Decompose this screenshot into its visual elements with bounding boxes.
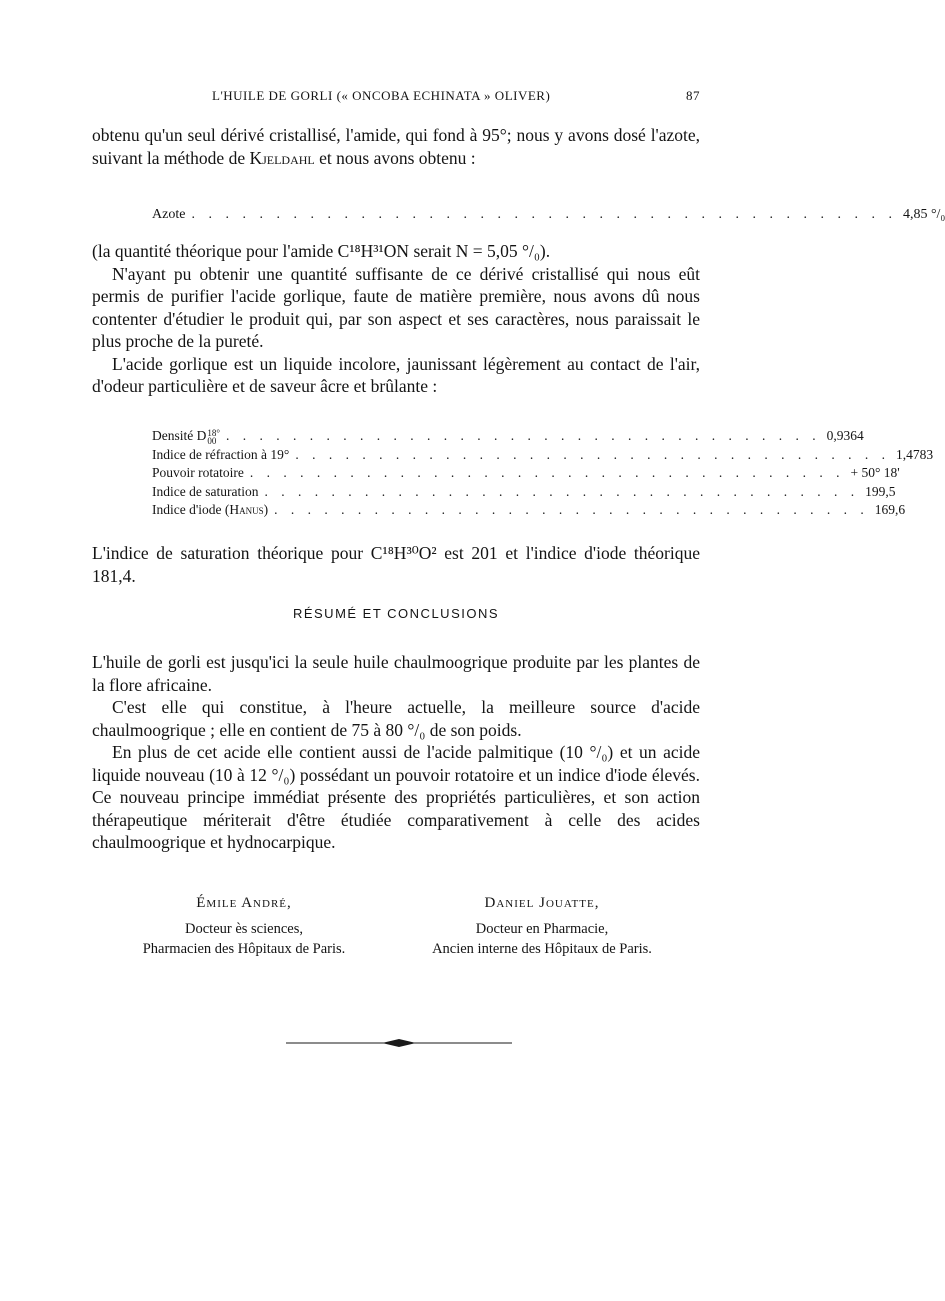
- refraction-label: Indice de réfraction à 19°: [152, 446, 290, 462]
- density-sup: 18°: [207, 427, 220, 438]
- conclusions-block: [92, 651, 700, 854]
- table-row: [152, 427, 864, 446]
- iodine-label: [152, 501, 268, 520]
- azote-label: Azote: [152, 207, 186, 222]
- author-title-line2: Ancien interne des Hôpitaux de Paris.: [432, 941, 652, 957]
- end-ornament-icon: [286, 1036, 512, 1050]
- density-label-text: Densité D: [152, 428, 207, 443]
- properties-table: [152, 427, 934, 520]
- dot-leader: . . . . . . . . . . . . . . . . . . . . . . . . . . . . . . . . . . . .: [295, 446, 890, 462]
- author-title-line1: Docteur en Pharmacie,: [475, 921, 609, 937]
- dot-leader: . . . . . . . . . . . . . . . . . . . . . . . . . . . . . . . . . . . .: [225, 428, 821, 443]
- iodine-label-end: ): [263, 502, 269, 517]
- author-title-line2: Pharmacien des Hôpitaux de Paris.: [142, 941, 346, 957]
- saturation-label: Indice de saturation: [152, 483, 259, 499]
- dot-leader: . . . . . . . . . . . . . . . . . . . . . . . . . . . . . . . . . . . .: [249, 465, 845, 480]
- paragraph-intro: [92, 124, 700, 169]
- azote-measurement: [152, 207, 945, 223]
- author-name-jouatte: Daniel Jouatte,: [484, 895, 600, 911]
- table-row: [152, 446, 934, 465]
- dot-leader: . . . . . . . . . . . . . . . . . . . . . . . . . . . . . . . . . . . .: [264, 483, 860, 499]
- conclusion-1: L'huile de gorli est jusqu'ici la seule huile chaulmoogrique produite par les plantes de la flore africaine.: [92, 652, 700, 695]
- intro-text: [92, 124, 700, 169]
- section-title: RÉSUMÉ ET CONCLUSIONS: [292, 606, 500, 621]
- table-row: [152, 483, 896, 502]
- signature-right: [392, 893, 692, 959]
- table-row: [152, 501, 906, 520]
- iodine-label-text: Indice d'iode (: [152, 502, 230, 517]
- conclusion-3: En plus de cet acide elle contient aussi de l'acide palmitique (10 °/₀) et un acide liquide nouveau (10 à 12 °/₀) possédant un pouvoir rotatoire et un indice d'iode élevés. Ce nouveau principe immédiat présente des propriétés particulières, et son action thérapeutique mériterait d'être étudiée comparativement à celle des acides chaulmoogrique et hydnocarpique.: [92, 742, 700, 852]
- purification-paragraph: N'ayant pu obtenir une quantité suffisante de ce dérivé cristallisé qui nous eût permis de purifier l'acide gorlique, faute de matière première, nous avons dû nous contenter d'étudier le produit qui, par son aspect et ses caractères, nous paraissait le plus proche de la pureté.: [92, 263, 700, 351]
- intro-text-part2: et nous avons obtenu :: [314, 147, 476, 168]
- author-kjeldahl: Kjeldahl: [249, 147, 315, 168]
- theoretical-amide: (la quantité théorique pour l'amide C¹⁸H³¹ON serait N = 5,05 °/₀).: [92, 241, 551, 261]
- density-temperature: [207, 429, 220, 445]
- saturation-value: 199,5: [865, 483, 896, 499]
- signature-left: [94, 893, 394, 959]
- refraction-value: 1,4783: [895, 446, 934, 462]
- rotation-value: + 50° 18': [850, 465, 900, 480]
- density-label: [152, 427, 220, 446]
- paragraph-block-2: [92, 240, 700, 398]
- running-header: [92, 88, 700, 110]
- density-value: 0,9364: [826, 428, 864, 443]
- theoretical-saturation: L'indice de saturation théorique pour C¹⁸H³⁰O² est 201 et l'indice d'iode théorique 181,4.: [92, 543, 700, 586]
- page-number: 87: [686, 88, 700, 103]
- paragraph-theoretical: [92, 542, 700, 587]
- intro-text-part1: obtenu qu'un seul dérivé cristallisé, l'amide, qui fond à 95°; nous y avons dosé l'azote, suivant la méthode de: [92, 125, 700, 168]
- author-hanus: Hanus: [229, 502, 264, 517]
- rotation-label: Pouvoir rotatoire: [152, 465, 244, 480]
- gorlic-acid-description: L'acide gorlique est un liquide incolore, jaunissant légèrement au contact de l'air, d'odeur particulière et de saveur âcre et brûlante :: [92, 353, 700, 396]
- dot-leader: . . . . . . . . . . . . . . . . . . . . . . . . . . . . . . . . . . . .: [274, 502, 869, 517]
- running-title: L'HUILE DE GORLI (« ONCOBA ECHINATA » OLIVER): [212, 88, 551, 103]
- dot-leader: . . . . . . . . . . . . . . . . . . . . . . . . . . . . . . . . . . . . . . . . . .: [191, 207, 897, 222]
- author-title-line1: Docteur ès sciences,: [185, 921, 303, 937]
- table-row: [152, 464, 900, 483]
- azote-value: 4,85 °/₀: [902, 207, 945, 222]
- author-name-andre: Émile André,: [196, 895, 292, 911]
- density-sub: 00: [207, 435, 217, 446]
- iodine-value: 169,6: [874, 502, 906, 517]
- conclusion-2: C'est elle qui constitue, à l'heure actuelle, la meilleure source d'acide chaulmoogrique ; elle en contient de 75 à 80 °/₀ de son poids.: [92, 697, 700, 740]
